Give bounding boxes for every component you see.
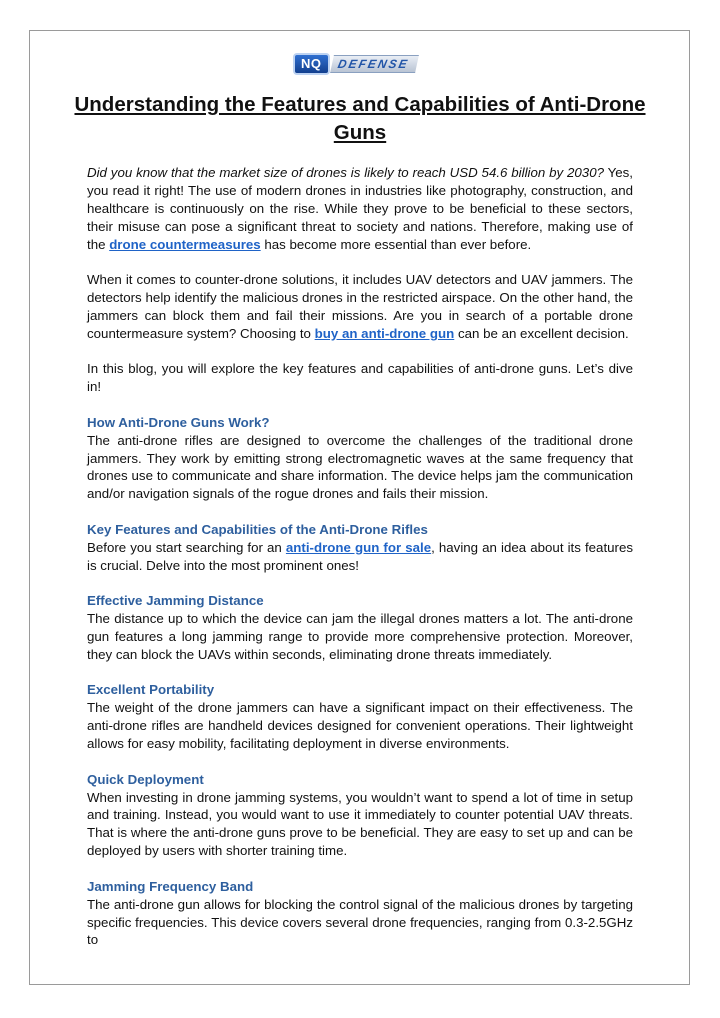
logo-nq-mark: NQ xyxy=(293,53,330,75)
frequency-band-body: The anti-drone gun allows for blocking the control signal of the malicious drones by targeting specific frequencies. This device covers several drone frequencies, ranging from 0.3-2.5GHz to xyxy=(87,896,633,948)
blog-intro-paragraph: In this blog, you will explore the key features and capabilities of anti-drone guns. Let’s dive in! xyxy=(87,361,633,395)
intro-paragraph xyxy=(87,164,633,254)
quick-deployment-heading: Quick Deployment xyxy=(87,771,204,787)
jamming-distance-body: The distance up to which the device can jam the illegal drones matters a lot. The anti-drone gun features a long jamming range to provide more comprehensive protection. Moreover, they can block the UAVs within seconds, eliminating drone threats immediately. xyxy=(87,611,633,662)
document-page xyxy=(29,30,690,985)
anti-drone-gun-for-sale-link[interactable]: anti-drone gun for sale xyxy=(285,539,432,555)
key-text-b: , having an idea about its features is crucial. Delve into the most prominent ones! xyxy=(87,539,634,573)
buy-anti-drone-gun-link[interactable]: buy an anti-drone gun xyxy=(314,325,455,341)
intro-text-b: has become more essential than ever before. xyxy=(260,236,532,252)
para2-text-a: When it comes to counter-drone solutions, it includes UAV detectors and UAV jammers. The detectors help identify the malicious drones in the restricted airspace. On the other hand, the jammers can block them and fail their missions. Are you in search of a portable drone countermeasure system? Choosing to xyxy=(87,272,633,341)
portability-body: The weight of the drone jammers can have a significant impact on their effectiveness. The anti-drone rifles are handheld devices designed for convenient operations. Their lightweight allows for easy mobility, facilitating deployment in diverse environments. xyxy=(87,700,633,752)
nq-defense-logo xyxy=(293,53,416,75)
key-features-body xyxy=(87,539,633,575)
frequency-band-heading: Jamming Frequency Band xyxy=(87,878,254,894)
how-it-works-heading: How Anti-Drone Guns Work? xyxy=(87,414,270,430)
intro-italic-text: Did you know that the market size of drones is likely to reach USD 54.6 billion by 2030? xyxy=(87,165,604,180)
page-title: Understanding the Features and Capabilities of Anti-Drone Guns xyxy=(74,93,646,144)
drone-countermeasures-link[interactable]: drone countermeasures xyxy=(109,236,261,252)
key-features-heading: Key Features and Capabilities of the Anti-Drone Rifles xyxy=(87,521,428,537)
key-text-a: Before you start searching for an xyxy=(87,539,286,555)
intro-text-a: Yes, you read it right! The use of modern drones in industries like photography, construction, and healthcare is continuously on the rise. While they prove to be beneficial to these sectors, their misuse can pose a significant threat to society and nations. Therefore, making use of the xyxy=(87,165,633,252)
para2-text-b: can be an excellent decision. xyxy=(454,325,629,341)
jamming-distance-heading: Effective Jamming Distance xyxy=(87,593,264,609)
logo-defense-wordmark: DEFENSE xyxy=(330,55,419,73)
quick-deployment-body: When investing in drone jamming systems, you wouldn’t want to spend a lot of time in setup and training. Instead, you would want to use it immediately to counter potential UAV threats. That is where the anti-drone guns prove to be beneficial. They are easy to set up and can be deployed by users with shorter training time. xyxy=(87,789,633,859)
article-body xyxy=(87,164,633,949)
counter-drone-paragraph xyxy=(87,271,633,343)
portability-heading: Excellent Portability xyxy=(87,682,215,698)
how-it-works-body: The anti-drone rifles are designed to overcome the challenges of the traditional drone jammers. They work by emitting strong electromagnetic waves at the same frequency that drones use to communicate and share information. The device helps jam the communication and/or navigation signals of the rogue drones and fails their mission. xyxy=(87,432,633,502)
